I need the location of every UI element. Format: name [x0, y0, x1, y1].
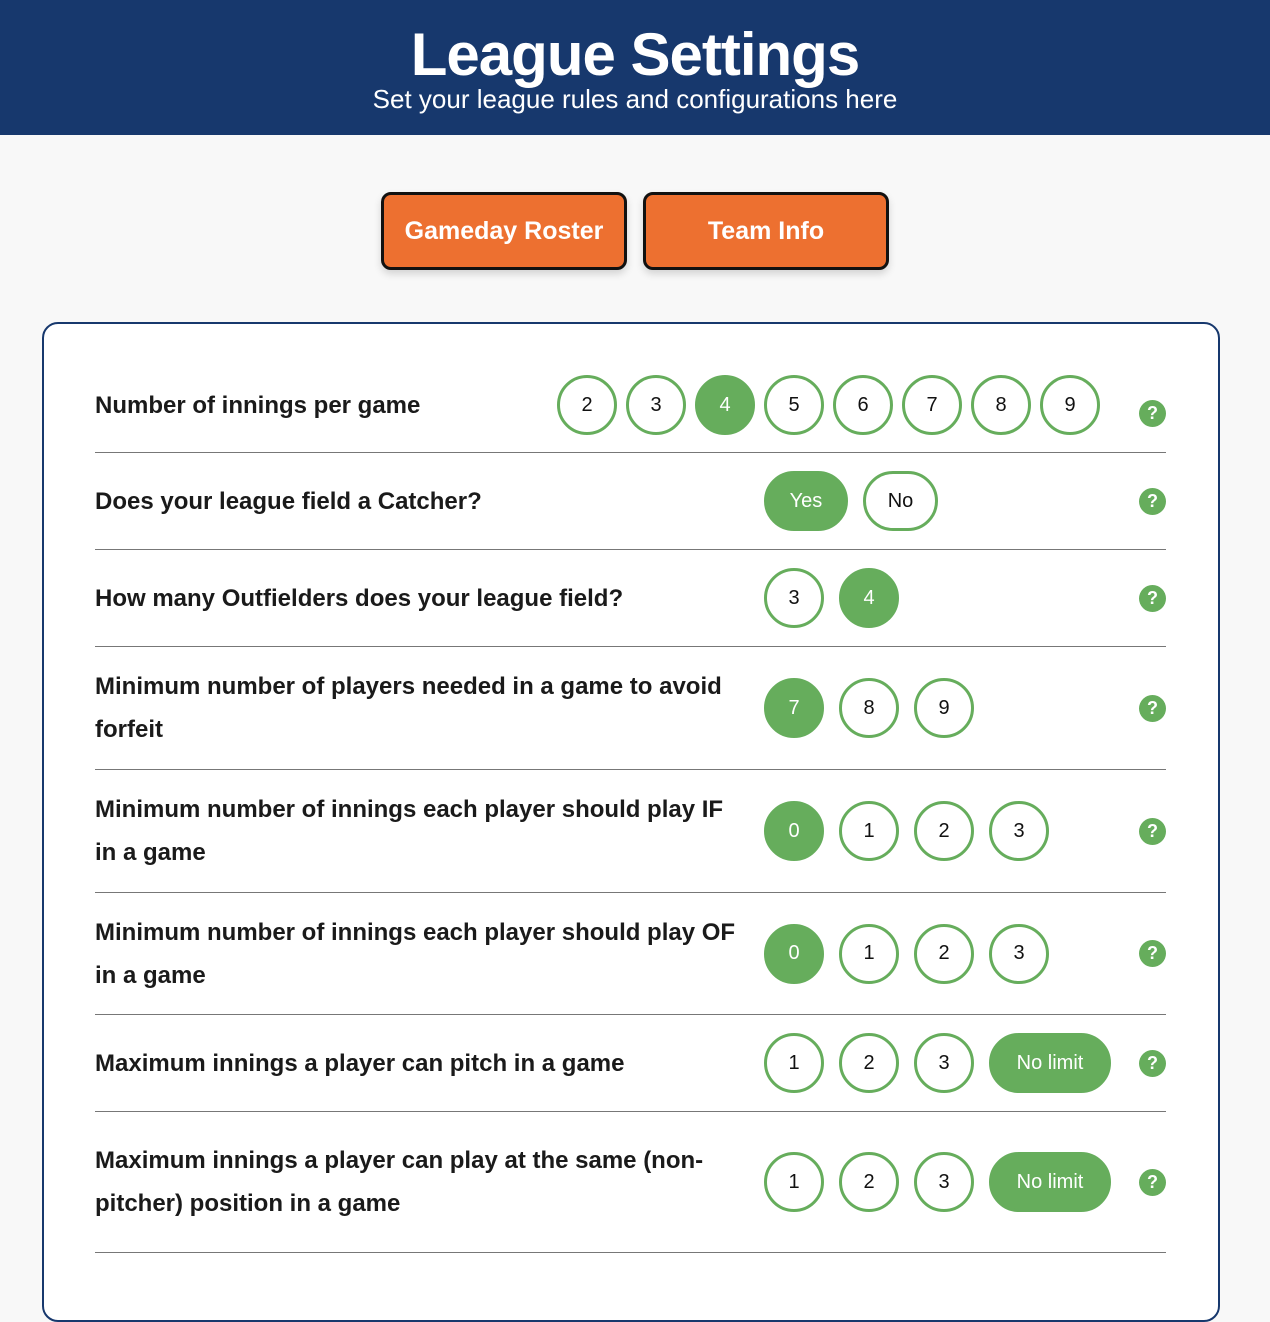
setting-label: Minimum number of innings each player should play IF in a game — [95, 796, 724, 866]
option-no[interactable]: No — [863, 471, 938, 531]
option-3[interactable]: 3 — [626, 375, 686, 435]
option-5[interactable]: 5 — [764, 375, 824, 435]
option-8[interactable]: 8 — [971, 375, 1031, 435]
setting-row — [95, 453, 1166, 550]
setting-row — [95, 1015, 1166, 1112]
setting-row — [95, 1112, 1166, 1253]
page-subtitle: Set your league rules and configurations here — [372, 84, 898, 114]
setting-row — [95, 893, 1166, 1015]
option-group — [764, 801, 1139, 861]
setting-label: Minimum number of players needed in a game to avoid forfeit — [95, 673, 722, 743]
nav-buttons — [0, 192, 1270, 270]
option-1[interactable]: 1 — [764, 1033, 824, 1093]
option-3[interactable]: 3 — [914, 1152, 974, 1212]
option-0[interactable]: 0 — [764, 924, 824, 984]
option-no-limit[interactable]: No limit — [989, 1033, 1111, 1093]
option-7[interactable]: 7 — [764, 678, 824, 738]
help-icon[interactable]: ? — [1139, 400, 1166, 427]
help-icon[interactable]: ? — [1139, 818, 1166, 845]
option-group — [764, 1033, 1139, 1093]
option-yes[interactable]: Yes — [764, 471, 848, 531]
option-2[interactable]: 2 — [839, 1152, 899, 1212]
option-group — [764, 568, 1139, 628]
option-group — [764, 471, 1139, 531]
option-2[interactable]: 2 — [557, 375, 617, 435]
option-2[interactable]: 2 — [839, 1033, 899, 1093]
option-no-limit[interactable]: No limit — [989, 1152, 1111, 1212]
help-icon[interactable]: ? — [1139, 1050, 1166, 1077]
option-3[interactable]: 3 — [914, 1033, 974, 1093]
help-icon[interactable]: ? — [1139, 695, 1166, 722]
gameday-roster-button[interactable]: Gameday Roster — [381, 192, 627, 270]
option-9[interactable]: 9 — [1040, 375, 1100, 435]
option-8[interactable]: 8 — [839, 678, 899, 738]
option-1[interactable]: 1 — [839, 801, 899, 861]
option-3[interactable]: 3 — [989, 801, 1049, 861]
option-group — [764, 1152, 1139, 1212]
setting-row — [95, 770, 1166, 893]
setting-label: Does your league field a Catcher? — [95, 487, 482, 515]
setting-label: Minimum number of innings each player should play OF in a game — [95, 918, 736, 989]
option-3[interactable]: 3 — [764, 568, 824, 628]
option-9[interactable]: 9 — [914, 678, 974, 738]
help-icon[interactable]: ? — [1139, 585, 1166, 612]
option-1[interactable]: 1 — [764, 1152, 824, 1212]
option-0[interactable]: 0 — [764, 801, 824, 861]
option-6[interactable]: 6 — [833, 375, 893, 435]
settings-card — [42, 322, 1220, 1322]
option-2[interactable]: 2 — [914, 801, 974, 861]
team-info-button[interactable]: Team Info — [643, 192, 889, 270]
page-header — [0, 0, 1270, 135]
option-3[interactable]: 3 — [989, 924, 1049, 984]
option-4[interactable]: 4 — [695, 375, 755, 435]
help-icon[interactable]: ? — [1139, 1169, 1166, 1196]
setting-label: Number of innings per game — [95, 391, 421, 419]
setting-row — [95, 550, 1166, 647]
option-group — [557, 375, 1139, 435]
setting-row — [95, 647, 1166, 770]
option-group — [764, 924, 1139, 984]
setting-label: Maximum innings a player can play at the same (non-pitcher) position in a game — [95, 1147, 704, 1217]
page-title: League Settings — [410, 21, 860, 88]
help-icon[interactable]: ? — [1139, 488, 1166, 515]
option-4[interactable]: 4 — [839, 568, 899, 628]
help-icon[interactable]: ? — [1139, 940, 1166, 967]
option-7[interactable]: 7 — [902, 375, 962, 435]
option-1[interactable]: 1 — [839, 924, 899, 984]
setting-row — [95, 358, 1166, 453]
option-2[interactable]: 2 — [914, 924, 974, 984]
setting-label: How many Outfielders does your league field? — [95, 584, 624, 612]
setting-label: Maximum innings a player can pitch in a game — [95, 1049, 625, 1077]
option-group — [764, 678, 1139, 738]
